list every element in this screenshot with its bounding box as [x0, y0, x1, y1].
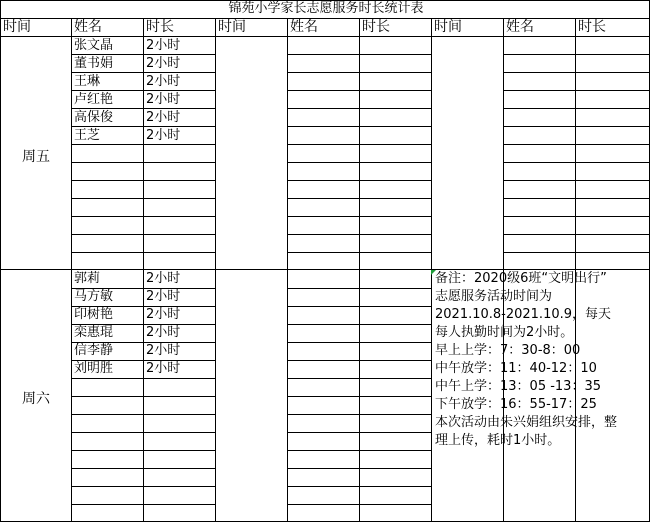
- volunteer-name: 董书娟: [74, 56, 114, 71]
- grid-line: [503, 198, 649, 199]
- grid-line: [287, 468, 431, 469]
- grid-line: [287, 90, 431, 91]
- volunteer-name: 张文晶: [74, 38, 114, 53]
- grid-line: [287, 486, 431, 487]
- grid-line: [287, 342, 431, 343]
- day-label-saturday: 周六: [22, 391, 50, 407]
- grid-line: [287, 306, 431, 307]
- volunteer-name: 马方敏: [74, 289, 114, 304]
- grid-line: [71, 234, 215, 235]
- grid-line: [287, 450, 431, 451]
- volunteer-hours: 2小时: [146, 343, 181, 358]
- volunteer-hours: 2小时: [146, 110, 181, 125]
- grid-line: [71, 378, 215, 379]
- grid-line: [287, 360, 431, 361]
- grid-line: [71, 180, 215, 181]
- grid-line: [503, 234, 649, 235]
- volunteer-hours: 2小时: [146, 74, 181, 89]
- grid-line: [71, 162, 215, 163]
- grid-line: [71, 216, 215, 217]
- grid-line: [287, 396, 431, 397]
- grid-line: [287, 234, 431, 235]
- note-line: 志愿服务活动时间为: [435, 289, 553, 304]
- note-cell: [435, 270, 650, 450]
- grid-line: [0, 0, 650, 1]
- grid-line: [143, 18, 144, 521]
- grid-line: [287, 216, 431, 217]
- volunteer-name: 栾惠琨: [74, 325, 114, 340]
- volunteer-hours: 2小时: [146, 307, 181, 322]
- grid-line: [287, 54, 431, 55]
- grid-line: [287, 288, 431, 289]
- volunteer-hours: 2小时: [146, 325, 181, 340]
- volunteer-name: 王芝: [74, 128, 101, 143]
- grid-line: [503, 54, 649, 55]
- grid-line: [503, 180, 649, 181]
- note-line: 理上传，耗时1小时。: [435, 433, 561, 448]
- grid-line: [503, 252, 649, 253]
- grid-line: [359, 18, 360, 521]
- column-header: 姓名: [74, 19, 102, 35]
- volunteer-hours: 2小时: [146, 271, 181, 286]
- note-line: 早上上学：7：30-8：00: [435, 343, 581, 358]
- grid-line: [287, 162, 431, 163]
- note-line: 下午放学：16：55-17：25: [435, 397, 597, 412]
- grid-line: [503, 108, 649, 109]
- grid-line: [503, 162, 649, 163]
- note-line: 备注：2020级6班“文明出行”: [435, 271, 607, 286]
- sheet-title: 锦苑小学家长志愿服务时长统计表: [228, 1, 424, 16]
- volunteer-hours: 2小时: [146, 289, 181, 304]
- volunteer-name: 郭莉: [74, 271, 101, 286]
- grid-line: [287, 72, 431, 73]
- grid-line: [287, 252, 431, 253]
- column-header: 姓名: [290, 19, 318, 35]
- column-header: 姓名: [506, 19, 534, 35]
- grid-line: [71, 252, 215, 253]
- grid-line: [287, 324, 431, 325]
- grid-line: [503, 126, 649, 127]
- note-line: 每人执勤时间为2小时。: [435, 325, 574, 340]
- volunteer-name: 信李静: [74, 343, 114, 358]
- column-header: 时间: [218, 19, 246, 35]
- day-label-friday: 周五: [22, 149, 50, 165]
- grid-line: [71, 396, 215, 397]
- volunteer-name: 刘明胜: [74, 361, 114, 376]
- column-header: 时长: [362, 19, 390, 35]
- volunteer-hours: 2小时: [146, 128, 181, 143]
- note-line: 中午上学：13：05 -13：35: [435, 379, 601, 394]
- grid-line: [287, 18, 288, 521]
- volunteer-name: 卢红艳: [74, 92, 114, 107]
- grid-line: [71, 18, 72, 521]
- column-header: 时间: [434, 19, 462, 35]
- volunteer-name: 高保俊: [74, 110, 114, 125]
- volunteer-name: 王琳: [74, 74, 101, 89]
- grid-line: [287, 144, 431, 145]
- grid-line: [71, 486, 215, 487]
- grid-line: [71, 450, 215, 451]
- note-line: 2021.10.8-2021.10.9，每天: [435, 307, 612, 322]
- grid-line: [503, 216, 649, 217]
- grid-line: [215, 18, 216, 521]
- grid-line: [287, 432, 431, 433]
- grid-line: [71, 432, 215, 433]
- grid-line: [287, 108, 431, 109]
- note-line: 中午放学：11：40-12：10: [435, 361, 597, 376]
- grid-line: [287, 126, 431, 127]
- column-header: 时长: [146, 19, 174, 35]
- grid-line: [503, 90, 649, 91]
- grid-line: [287, 414, 431, 415]
- grid-line: [71, 504, 215, 505]
- volunteer-name: 印树艳: [74, 307, 114, 322]
- volunteer-hours: 2小时: [146, 56, 181, 71]
- column-header: 时间: [3, 19, 31, 35]
- column-header: 时长: [578, 19, 606, 35]
- volunteer-hours: 2小时: [146, 361, 181, 376]
- grid-line: [287, 180, 431, 181]
- grid-line: [503, 144, 649, 145]
- volunteer-hours: 2小时: [146, 92, 181, 107]
- grid-line: [503, 72, 649, 73]
- grid-line: [71, 414, 215, 415]
- grid-line: [71, 468, 215, 469]
- grid-line: [287, 504, 431, 505]
- volunteer-hours: 2小时: [146, 38, 181, 53]
- grid-line: [71, 198, 215, 199]
- note-line: 本次活动由朱兴娟组织安排，整: [435, 415, 618, 430]
- grid-line: [287, 378, 431, 379]
- grid-line: [0, 0, 1, 522]
- grid-line: [287, 198, 431, 199]
